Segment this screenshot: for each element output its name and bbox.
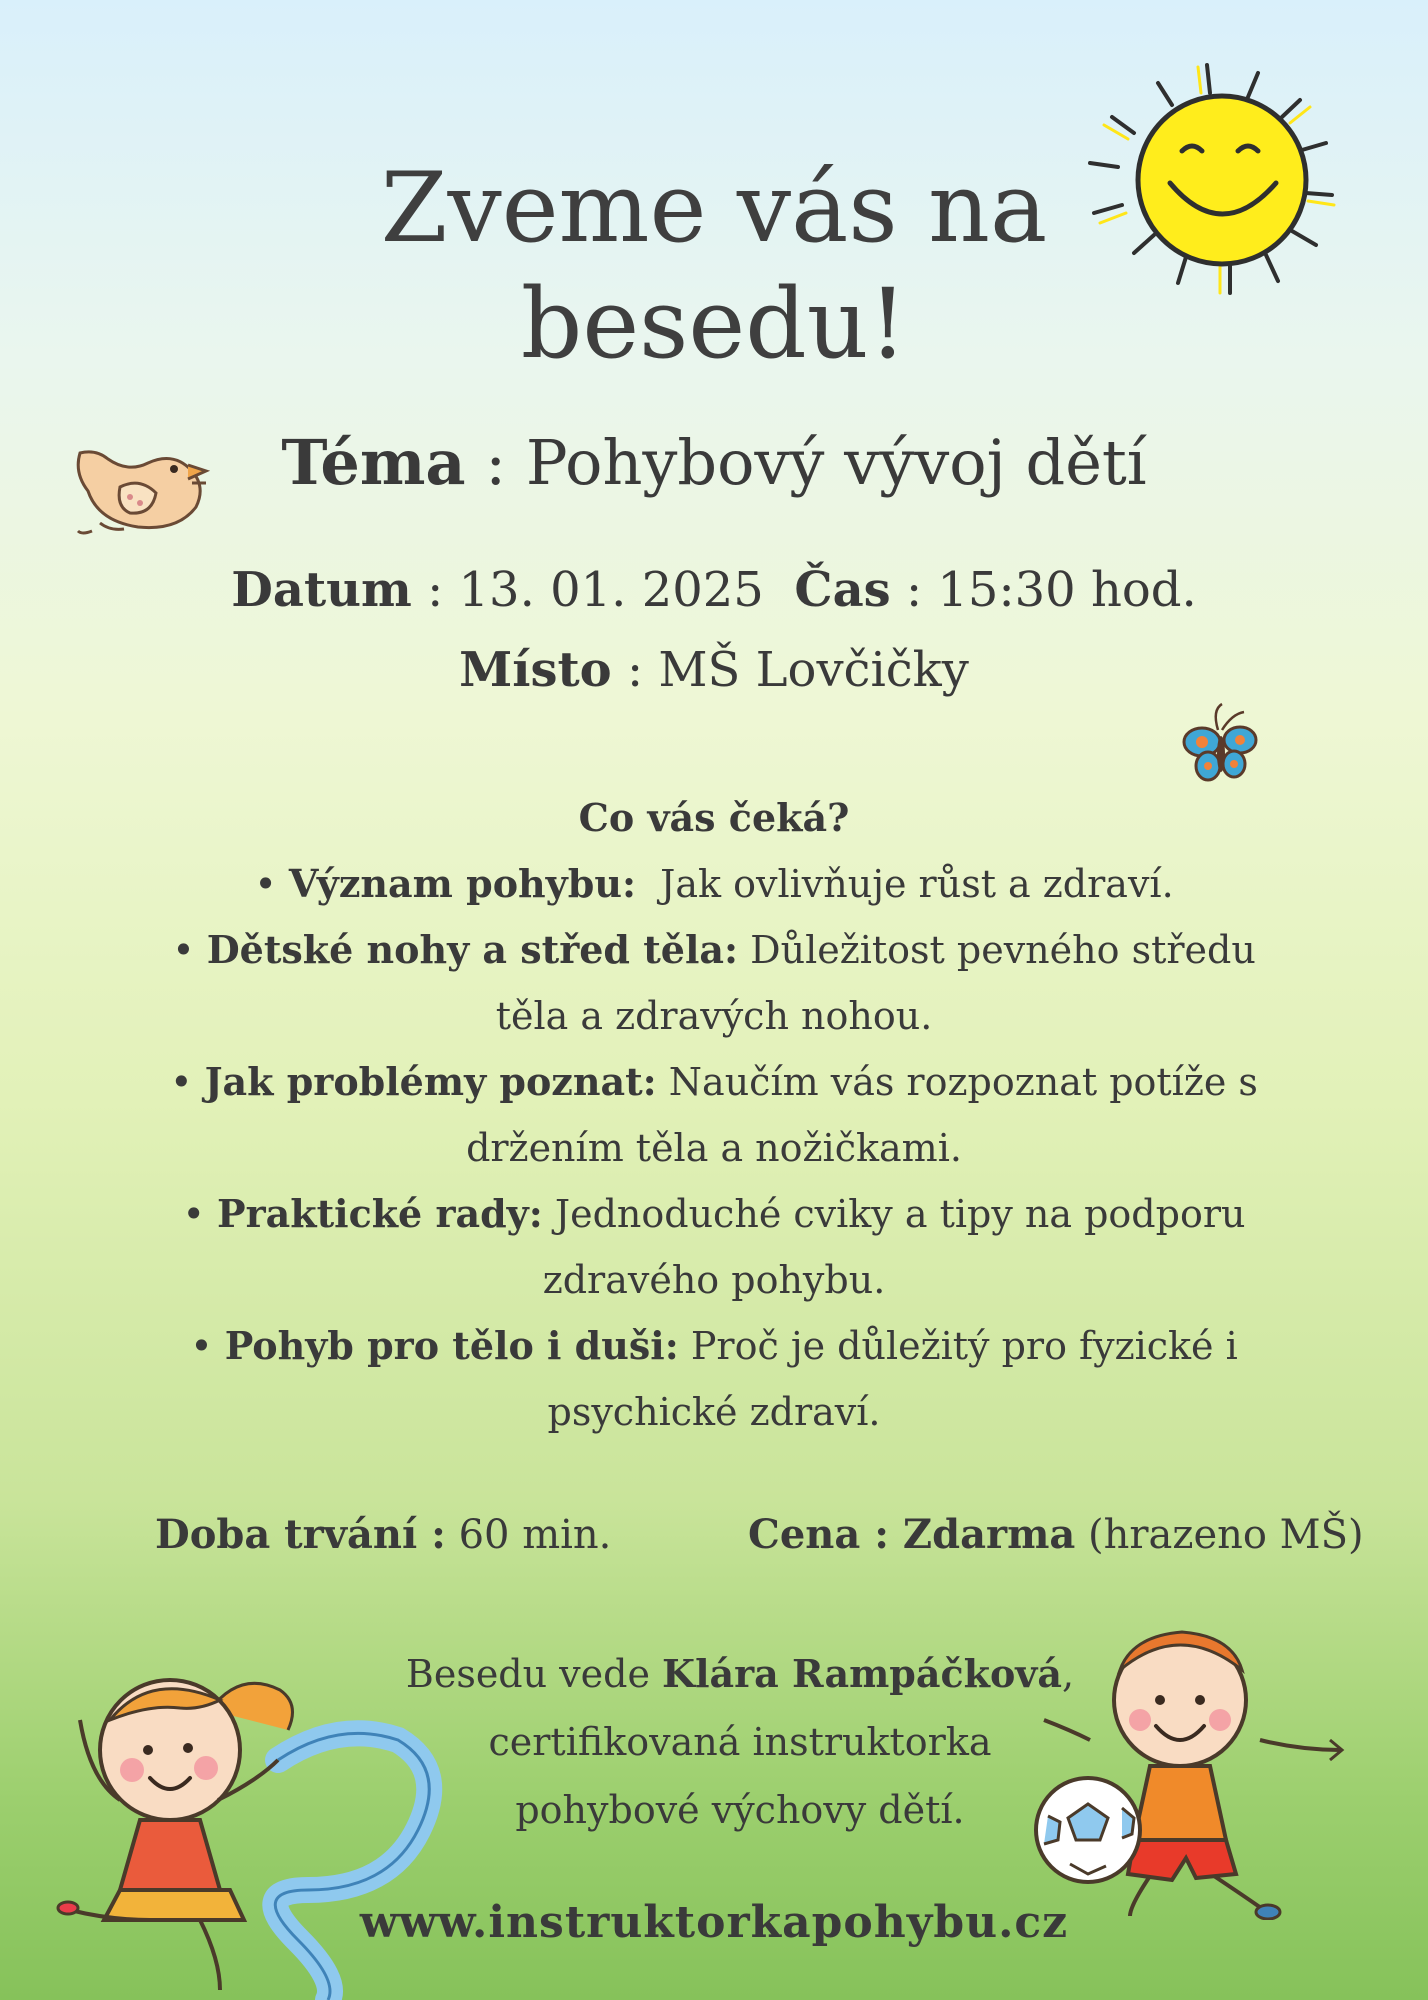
- price-line: [748, 1505, 1364, 1565]
- boy-with-ball-illustration: [1030, 1620, 1360, 1920]
- page-title: [0, 150, 1428, 382]
- agenda-item: • Význam pohybu: Jak ovlivňuje růst a zdraví.: [254, 861, 1174, 906]
- time-value: : 15:30 hod.: [890, 562, 1197, 618]
- topic-label: Téma: [281, 426, 466, 499]
- datetime-line: [0, 560, 1428, 620]
- place-value: : MŠ Lovčičky: [611, 642, 969, 698]
- agenda-section: [0, 785, 1428, 1445]
- agenda-item: • Praktické rady: Jednoduché cviky a tipy na podporu: [182, 1191, 1246, 1236]
- duration-label: Doba trvání :: [155, 1511, 446, 1558]
- butterfly-icon: [1180, 700, 1260, 790]
- duration-value: 60 min.: [458, 1512, 612, 1558]
- agenda-item-title: Význam pohybu:: [288, 861, 636, 906]
- agenda-item-continuation: psychické zdraví.: [547, 1390, 881, 1434]
- lecturer-prefix: Besedu vede: [405, 1652, 663, 1696]
- agenda-item-continuation: těla a zdravých nohou.: [495, 994, 933, 1038]
- agenda-item-text: Jak ovlivňuje růst a zdraví.: [660, 862, 1174, 906]
- agenda-item-text: Proč je důležitý pro fyzické i: [690, 1324, 1238, 1368]
- lecturer-name: Klára Rampáčková: [662, 1651, 1062, 1696]
- topic-separator: :: [465, 426, 526, 499]
- agenda-heading: Co vás čeká?: [578, 795, 850, 840]
- agenda-item: • Jak problémy poznat: Naučím vás rozpoznat potíže s: [170, 1059, 1258, 1104]
- duration-line: [155, 1505, 611, 1565]
- agenda-item-title: Jak problémy poznat:: [204, 1059, 657, 1104]
- agenda-item-continuation: držením těla a nožičkami.: [466, 1126, 962, 1170]
- agenda-item-text: Jednoduché cviky a tipy na podporu: [554, 1192, 1246, 1236]
- lecturer-block: [360, 1640, 1120, 1844]
- lecturer-suffix: ,: [1062, 1652, 1075, 1696]
- agenda-item-title: Pohyb pro tělo i duši:: [224, 1323, 679, 1368]
- date-label: Datum: [231, 562, 412, 618]
- agenda-item-text: Naučím vás rozpoznat potíže s: [668, 1060, 1258, 1104]
- agenda-item-text: Důležitost pevného středu: [750, 928, 1256, 972]
- title-line-2: besedu!: [520, 268, 908, 380]
- agenda-item: • Pohyb pro tělo i duši: Proč je důležitý pro fyzické i: [190, 1323, 1238, 1368]
- title-line-1: Zveme vás na: [380, 152, 1048, 264]
- topic-value: Pohybový vývoj dětí: [525, 426, 1147, 499]
- lecturer-line-2: certifikovaná instruktorka: [488, 1720, 992, 1764]
- price-note: (hrazeno MŠ): [1088, 1512, 1364, 1558]
- topic-line: [0, 428, 1428, 498]
- place-line: [0, 640, 1428, 700]
- time-label: Čas: [794, 562, 891, 618]
- price-label: Cena : Zdarma: [748, 1511, 1076, 1558]
- place-label: Místo: [459, 642, 612, 698]
- agenda-item-continuation: zdravého pohybu.: [542, 1258, 886, 1302]
- agenda-item-title: Dětské nohy a střed těla:: [206, 927, 739, 972]
- date-value: : 13. 01. 2025: [411, 562, 764, 618]
- agenda-item: • Dětské nohy a střed těla: Důležitost pevného středu: [172, 927, 1256, 972]
- lecturer-line-3: pohybové výchovy dětí.: [515, 1788, 965, 1832]
- lecturer-line-1: [360, 1640, 1120, 1708]
- website-link[interactable]: www.instruktorkapohybu.cz: [359, 1897, 1069, 1948]
- agenda-item-title: Praktické rady:: [217, 1191, 543, 1236]
